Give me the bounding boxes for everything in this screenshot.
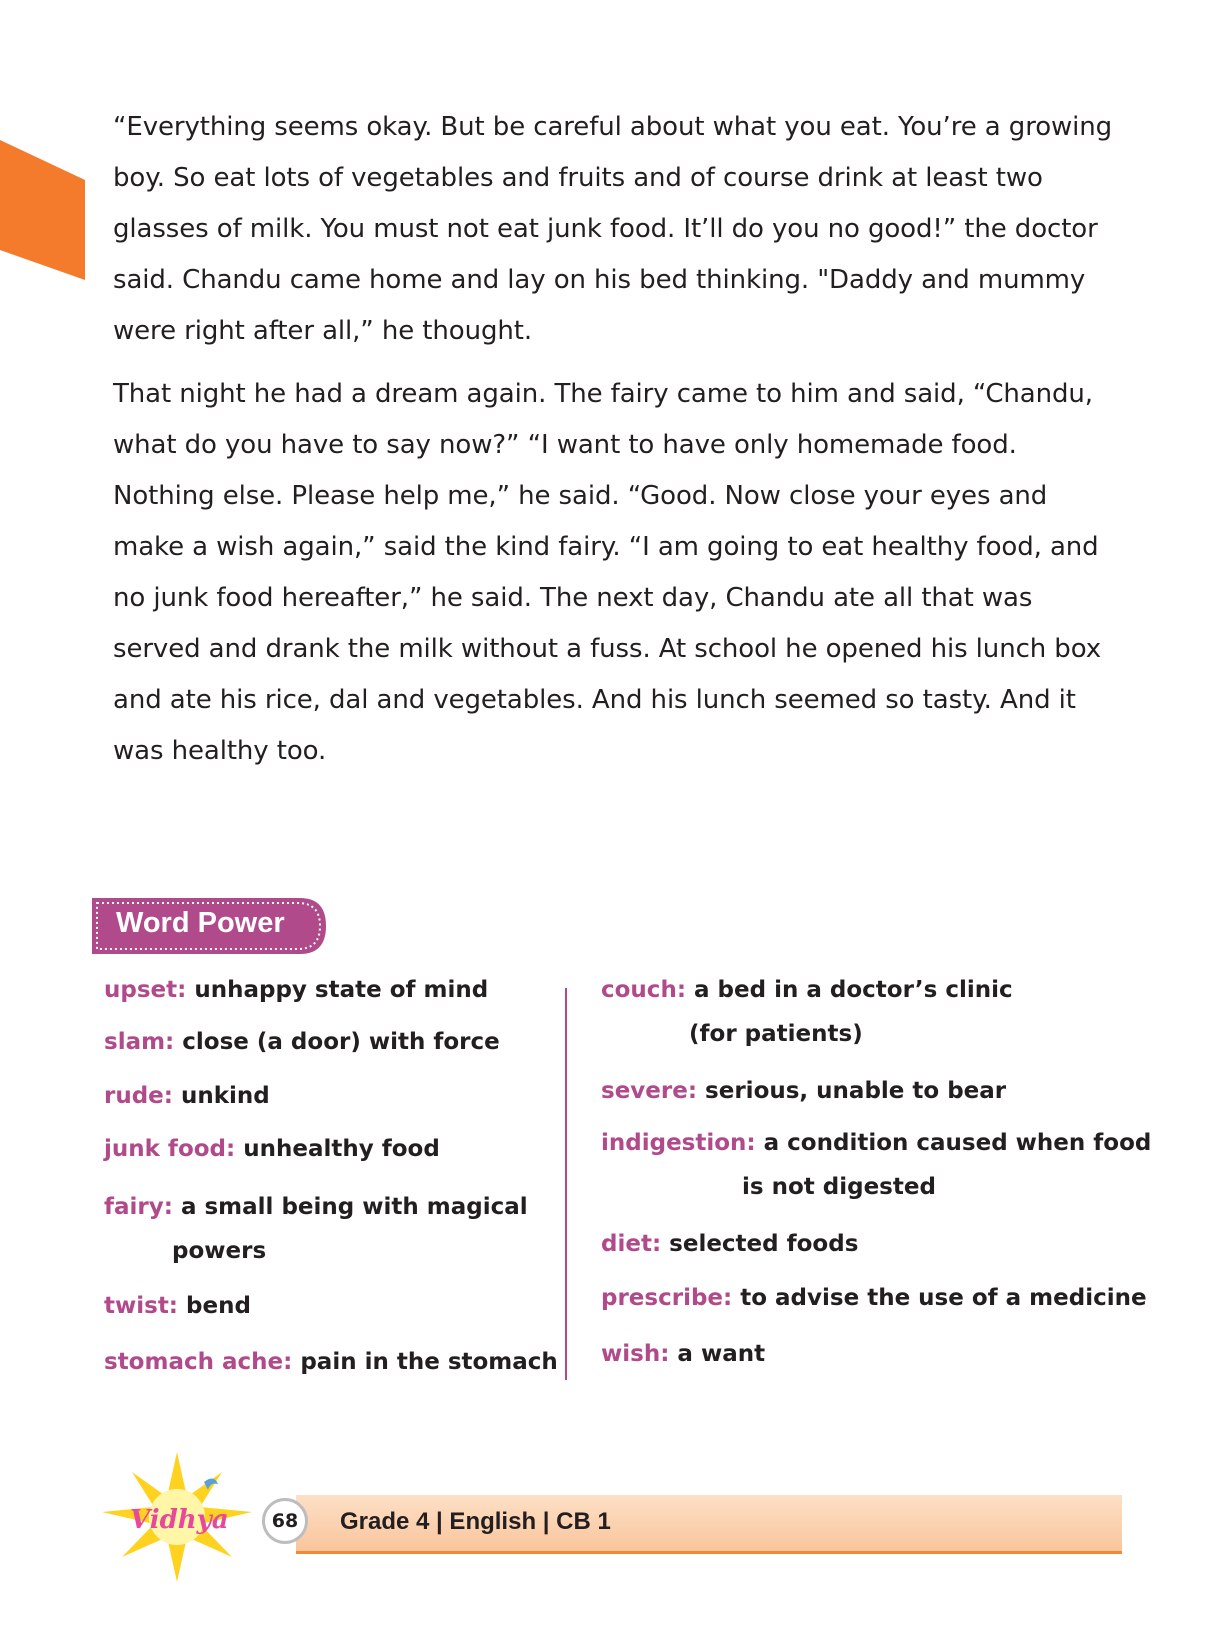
story-text xyxy=(113,102,1123,789)
word-definition: to advise the use of a medicine xyxy=(740,1285,1147,1311)
word-entry xyxy=(601,1332,765,1376)
word-term: rude: xyxy=(104,1083,173,1109)
column-divider xyxy=(565,988,567,1380)
word-term: couch: xyxy=(601,977,687,1003)
word-definition: unkind xyxy=(181,1083,270,1109)
word-term: upset: xyxy=(104,977,187,1003)
word-definition: a small being with magical xyxy=(180,1194,528,1220)
word-entry xyxy=(601,968,1013,1056)
word-term: severe: xyxy=(601,1078,698,1104)
word-definition: selected foods xyxy=(669,1231,859,1257)
word-entry xyxy=(601,1222,858,1266)
page-number: 68 xyxy=(262,1498,308,1544)
orange-page-tab xyxy=(0,140,90,290)
word-entry xyxy=(104,1284,251,1328)
word-entry xyxy=(104,1127,440,1171)
word-entry xyxy=(601,1276,1147,1320)
word-entry xyxy=(601,1121,1151,1209)
word-term: prescribe: xyxy=(601,1285,733,1311)
word-definition: a want xyxy=(677,1341,766,1367)
word-definition: unhealthy food xyxy=(243,1136,440,1162)
word-definition-continued: (for patients) xyxy=(689,1021,863,1047)
word-term: stomach ache: xyxy=(104,1349,293,1375)
word-term: junk food: xyxy=(104,1136,236,1162)
word-definition: close (a door) with force xyxy=(182,1029,500,1055)
word-power-title: Word Power xyxy=(116,907,285,939)
vidhya-logo-text: Vidhya xyxy=(130,1505,229,1535)
word-definition-continued: is not digested xyxy=(742,1174,936,1200)
word-definition-continued: powers xyxy=(172,1238,267,1264)
word-power-badge xyxy=(90,896,330,956)
word-term: wish: xyxy=(601,1341,670,1367)
word-term: slam: xyxy=(104,1029,175,1055)
word-entry xyxy=(104,1020,500,1064)
word-entry xyxy=(104,1185,528,1273)
word-entry xyxy=(104,1340,558,1384)
word-term: twist: xyxy=(104,1293,179,1319)
word-definition: unhappy state of mind xyxy=(194,977,489,1003)
word-definition: pain in the stomach xyxy=(300,1349,558,1375)
word-term: diet: xyxy=(601,1231,662,1257)
story-paragraph-1: “Everything seems okay. But be careful about what you eat. You’re a growing boy. So eat lots of vegetables and fruits and of course drink at least two glasses of milk. You must not eat junk food. It’ll do you no good!” the doctor said. Chandu came home and lay on his bed thinking. "Daddy and mummy were right after all,” he thought. xyxy=(113,112,1113,346)
word-definition: a bed in a doctor’s clinic xyxy=(694,977,1013,1003)
word-entry xyxy=(104,968,488,1012)
footer-book-info: Grade 4 | English | CB 1 xyxy=(340,1508,611,1535)
word-entry xyxy=(601,1069,1006,1113)
word-definition: bend xyxy=(186,1293,251,1319)
word-term: indigestion: xyxy=(601,1130,756,1156)
word-definition: serious, unable to bear xyxy=(705,1078,1007,1104)
word-definition: a condition caused when food xyxy=(763,1130,1152,1156)
word-term: fairy: xyxy=(104,1194,173,1220)
word-entry xyxy=(104,1074,270,1118)
story-paragraph-2: That night he had a dream again. The fairy came to him and said, “Chandu, what do you have to say now?” “I want to have only homemade food. Nothing else. Please help me,” he said. “Good. Now close your eyes and make a wish again,” said the kind fairy. “I am going to eat healthy food, and no junk food hereafter,” he said. The next day, Chandu ate all that was served and drank the milk without a fuss. At school he opened his lunch box and ate his rice, dal and vegetables. And his lunch seemed so tasty. And it was healthy too. xyxy=(113,379,1102,766)
